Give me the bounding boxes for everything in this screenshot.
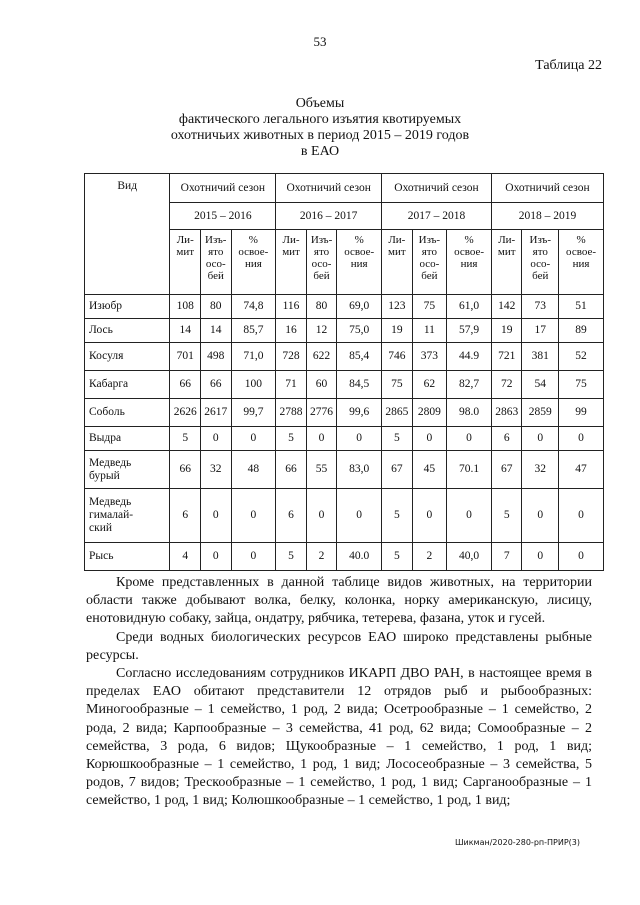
season-header: Охотничий сезон (491, 174, 603, 203)
percent-cell: 0 (559, 427, 604, 451)
taken-cell: 80 (200, 295, 231, 319)
percent-cell: 57,9 (447, 319, 492, 343)
taken-cell: 2859 (522, 399, 559, 427)
taken-cell: 0 (306, 489, 337, 543)
table-row (85, 295, 604, 319)
season-header: Охотничий сезон (382, 174, 492, 203)
limit-cell: 5 (491, 489, 522, 543)
paragraph: Кроме представленных в данной таблице видов животных, на территории области также добывают волка, белку, колонка, норку американскую, лисицу, енотовидную собаку, зайца, ондатру, рябчика, тетерева, фазана, уток и гусей. (86, 575, 592, 627)
limit-cell: 116 (276, 295, 307, 319)
limit-cell: 2788 (276, 399, 307, 427)
percent-cell: 83,0 (337, 451, 382, 489)
taken-cell: 45 (412, 451, 447, 489)
species-name: Рысь (85, 543, 170, 571)
limit-cell: 2865 (382, 399, 413, 427)
paragraph: Согласно исследованиям сотрудников ИКАРП ДВО РАН, в настоящее время в пределах ЕАО обитают представители 12 отрядов рыб и рыбообразных: Миногообразные – 1 семейство, 1 род, 2 вида; Осетрообразные – 1 семейство, 2 рода, 2 вида; Карпообразные – 3 семейства, 41 род, 62 вида; Сомообразные – 2 семейства, 3 рода, 6 видов; Щукообразные – 1 семейство, 1 род, 1 вид; Корюшкообразные – 1 семейство, 1 род, 1 вид; Лососеобразные – 3 семейства, 5 родов, 7 видов; Трескообразные – 1 семейство, 1 род, 1 вид; Сарганообразные – 1 семейство, 1 род, 1 вид; Колюшкообразные – 1 семейство, 1 род, 1 вид; (86, 666, 592, 809)
taken-cell: 12 (306, 319, 337, 343)
title-line: Объемы (295, 96, 345, 111)
species-name: Лось (85, 319, 170, 343)
limit-cell: 66 (170, 451, 201, 489)
years-header: 2017 – 2018 (382, 203, 492, 230)
taken-cell: 11 (412, 319, 447, 343)
percent-cell: 99 (559, 399, 604, 427)
percent-header: % освое- ния (231, 230, 276, 295)
taken-cell: 0 (200, 489, 231, 543)
species-name: Изюбр (85, 295, 170, 319)
percent-cell: 82,7 (447, 371, 492, 399)
taken-cell: 62 (412, 371, 447, 399)
taken-cell: 66 (200, 371, 231, 399)
species-name: Кабарга (85, 371, 170, 399)
table-row (85, 543, 604, 571)
limit-cell: 108 (170, 295, 201, 319)
limit-cell: 6 (170, 489, 201, 543)
taken-cell: 622 (306, 343, 337, 371)
percent-cell: 0 (337, 427, 382, 451)
taken-header: Изъ- ято осо- бей (200, 230, 231, 295)
limit-cell: 19 (491, 319, 522, 343)
limit-cell: 7 (491, 543, 522, 571)
limit-cell: 2863 (491, 399, 522, 427)
species-name: Косуля (85, 343, 170, 371)
percent-cell: 70.1 (447, 451, 492, 489)
species-name: Выдра (85, 427, 170, 451)
taken-cell: 0 (412, 489, 447, 543)
species-header: Вид (85, 174, 170, 295)
table-row (85, 399, 604, 427)
percent-cell: 98.0 (447, 399, 492, 427)
taken-cell: 373 (412, 343, 447, 371)
season-header: Охотничий сезон (170, 174, 276, 203)
percent-cell: 61,0 (447, 295, 492, 319)
limit-cell: 16 (276, 319, 307, 343)
limit-cell: 701 (170, 343, 201, 371)
percent-cell: 47 (559, 451, 604, 489)
percent-cell: 0 (231, 543, 276, 571)
taken-cell: 32 (522, 451, 559, 489)
limit-cell: 66 (170, 371, 201, 399)
taken-cell: 80 (306, 295, 337, 319)
percent-cell: 89 (559, 319, 604, 343)
taken-header: Изъ- ято осо- бей (306, 230, 337, 295)
taken-cell: 2776 (306, 399, 337, 427)
percent-cell: 74,8 (231, 295, 276, 319)
limit-cell: 71 (276, 371, 307, 399)
table-row (85, 343, 604, 371)
percent-cell: 99,7 (231, 399, 276, 427)
harvest-table (84, 173, 604, 571)
percent-cell: 100 (231, 371, 276, 399)
taken-cell: 60 (306, 371, 337, 399)
limit-cell: 75 (382, 371, 413, 399)
taken-cell: 2 (306, 543, 337, 571)
table-row (85, 451, 604, 489)
taken-cell: 0 (522, 427, 559, 451)
percent-header: % освое- ния (559, 230, 604, 295)
percent-cell: 0 (231, 427, 276, 451)
percent-cell: 40.0 (337, 543, 382, 571)
taken-cell: 0 (522, 543, 559, 571)
percent-header: % освое- ния (447, 230, 492, 295)
limit-cell: 72 (491, 371, 522, 399)
table-row (85, 427, 604, 451)
limit-cell: 67 (491, 451, 522, 489)
percent-cell: 69,0 (337, 295, 382, 319)
taken-cell: 0 (200, 543, 231, 571)
percent-cell: 0 (231, 489, 276, 543)
percent-cell: 44.9 (447, 343, 492, 371)
species-name: Медведь гималай- ский (85, 489, 170, 543)
limit-cell: 2626 (170, 399, 201, 427)
limit-cell: 721 (491, 343, 522, 371)
percent-cell: 75,0 (337, 319, 382, 343)
percent-cell: 40,0 (447, 543, 492, 571)
taken-cell: 0 (412, 427, 447, 451)
taken-cell: 55 (306, 451, 337, 489)
table-title (0, 96, 640, 160)
percent-cell: 0 (337, 489, 382, 543)
table-row (85, 319, 604, 343)
species-name: Медведь бурый (85, 451, 170, 489)
title-line: фактического легального изъятия квотируемых (178, 112, 462, 127)
page-number: 53 (313, 34, 327, 49)
taken-cell: 75 (412, 295, 447, 319)
percent-cell: 0 (559, 543, 604, 571)
limit-cell: 123 (382, 295, 413, 319)
limit-header: Ли- мит (276, 230, 307, 295)
limit-header: Ли- мит (170, 230, 201, 295)
title-line: в ЕАО (300, 144, 340, 159)
paragraph: Среди водных биологических ресурсов ЕАО широко представлены рыбные ресурсы. (86, 629, 592, 663)
taken-cell: 14 (200, 319, 231, 343)
table-row (85, 371, 604, 399)
limit-cell: 6 (491, 427, 522, 451)
percent-cell: 85,7 (231, 319, 276, 343)
years-header: 2018 – 2019 (491, 203, 603, 230)
taken-header: Изъ- ято осо- бей (522, 230, 559, 295)
taken-cell: 2617 (200, 399, 231, 427)
percent-cell: 85,4 (337, 343, 382, 371)
taken-cell: 2 (412, 543, 447, 571)
limit-cell: 14 (170, 319, 201, 343)
taken-cell: 381 (522, 343, 559, 371)
limit-header: Ли- мит (491, 230, 522, 295)
limit-cell: 5 (382, 489, 413, 543)
limit-cell: 67 (382, 451, 413, 489)
percent-cell: 99,6 (337, 399, 382, 427)
limit-cell: 746 (382, 343, 413, 371)
percent-cell: 48 (231, 451, 276, 489)
percent-cell: 0 (447, 489, 492, 543)
taken-cell: 17 (522, 319, 559, 343)
percent-cell: 71,0 (231, 343, 276, 371)
taken-header: Изъ- ято осо- бей (412, 230, 447, 295)
taken-cell: 2809 (412, 399, 447, 427)
percent-cell: 0 (447, 427, 492, 451)
limit-cell: 5 (382, 427, 413, 451)
taken-cell: 32 (200, 451, 231, 489)
limit-cell: 66 (276, 451, 307, 489)
limit-cell: 19 (382, 319, 413, 343)
percent-cell: 84,5 (337, 371, 382, 399)
percent-cell: 51 (559, 295, 604, 319)
species-name: Соболь (85, 399, 170, 427)
years-header: 2015 – 2016 (170, 203, 276, 230)
taken-cell: 0 (522, 489, 559, 543)
limit-cell: 6 (276, 489, 307, 543)
limit-cell: 142 (491, 295, 522, 319)
body-text (86, 574, 592, 811)
limit-cell: 5 (276, 543, 307, 571)
limit-cell: 5 (170, 427, 201, 451)
percent-header: % освое- ния (337, 230, 382, 295)
percent-cell: 75 (559, 371, 604, 399)
title-line: охотничьих животных в период 2015 – 2019 годов (170, 128, 470, 143)
season-header: Охотничий сезон (276, 174, 382, 203)
taken-cell: 0 (200, 427, 231, 451)
limit-cell: 5 (382, 543, 413, 571)
limit-cell: 728 (276, 343, 307, 371)
document-stamp: Шикман/2020-280-рп-ПРИР(3) (454, 838, 580, 847)
percent-cell: 0 (559, 489, 604, 543)
table-row (85, 489, 604, 543)
table-label: Таблица 22 (535, 58, 602, 73)
limit-cell: 4 (170, 543, 201, 571)
years-header: 2016 – 2017 (276, 203, 382, 230)
percent-cell: 52 (559, 343, 604, 371)
taken-cell: 498 (200, 343, 231, 371)
limit-cell: 5 (276, 427, 307, 451)
limit-header: Ли- мит (382, 230, 413, 295)
taken-cell: 73 (522, 295, 559, 319)
taken-cell: 0 (306, 427, 337, 451)
taken-cell: 54 (522, 371, 559, 399)
